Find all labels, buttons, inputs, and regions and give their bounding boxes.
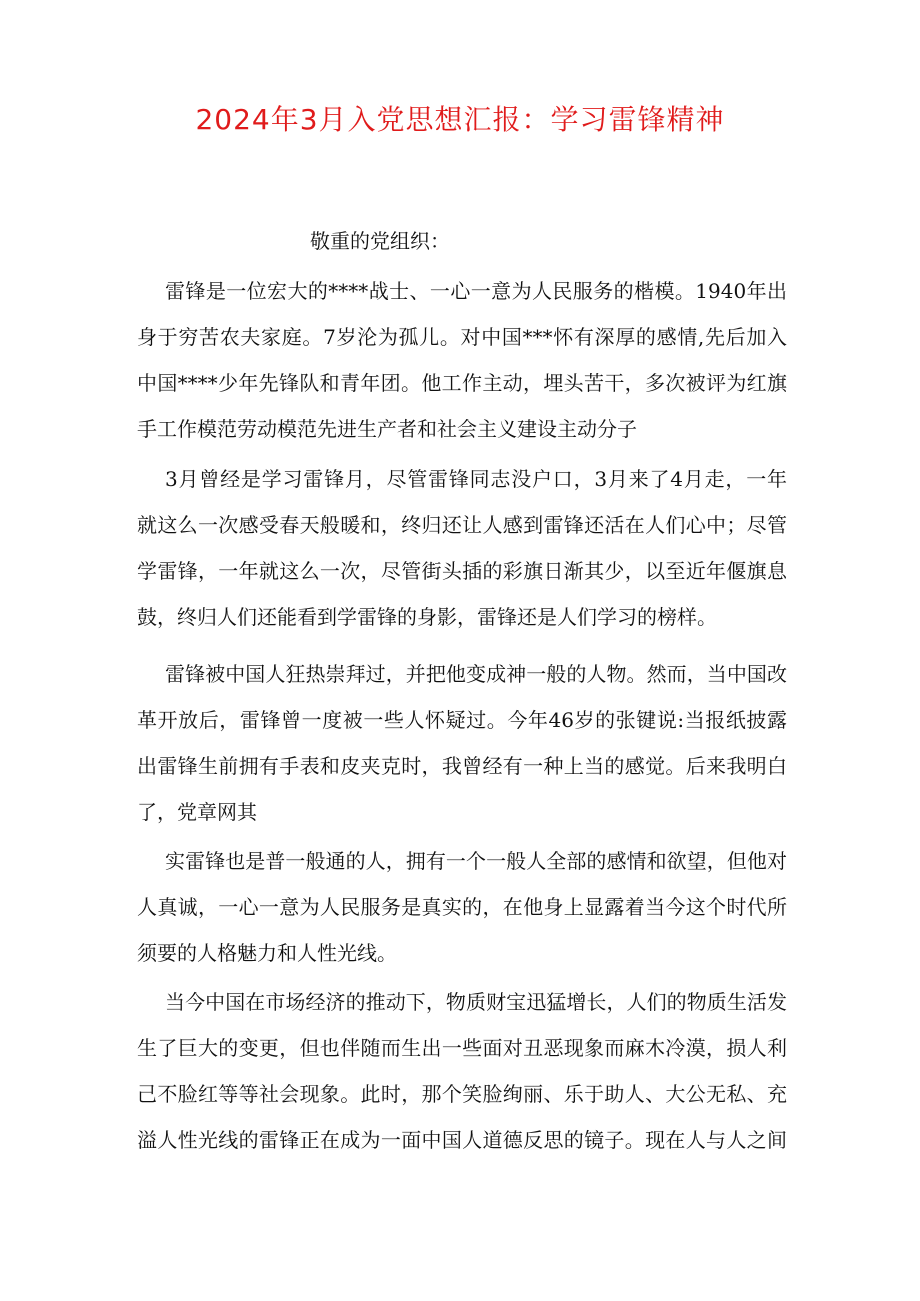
paragraph-line: 溢人性光线的雷锋正在成为一面中国人道德反思的镜子。现在人与人之间 [137, 1128, 787, 1152]
paragraph-line: 须要的人格魅力和人性光线。 [137, 941, 397, 965]
salutation: 敬重的党组织： [310, 229, 450, 253]
paragraph-line: 手工作模范劳动模范先进生产者和社会主义建设主动分子 [137, 417, 637, 441]
paragraph-line: 当今中国在市场经济的推动下，物质财宝迅猛增长，人们的物质生活发 [165, 990, 787, 1014]
paragraph-line: 雷锋被中国人狂热崇拜过，并把他变成神一般的人物。然而，当中国改 [165, 662, 787, 686]
paragraph-line: 就这么一次感受春天般暖和，终归还让人感到雷锋还活在人们心中；尽管 [137, 513, 787, 537]
paragraph-line: 出雷锋生前拥有手表和皮夹克时，我曾经有一种上当的感觉。后来我明白 [137, 754, 787, 778]
paragraph-line: 鼓，终归人们还能看到学雷锋的身影，雷锋还是人们学习的榜样。 [137, 605, 717, 629]
paragraph-2 [137, 456, 787, 640]
paragraph-1 [137, 268, 787, 452]
paragraph-line: 3月曾经是学习雷锋月，尽管雷锋同志没户口，3月来了4月走，一年 [165, 467, 787, 491]
document-title: 2024年3月入党思想汇报：学习雷锋精神 [195, 103, 725, 136]
paragraph-line: 学雷锋，一年就这么一次，尽管街头插的彩旗日渐其少，以至近年偃旗息 [137, 559, 787, 583]
paragraph-line: 身于穷苦农夫家庭。7岁沦为孤儿。对中国***怀有深厚的感情,先后加入 [137, 325, 787, 349]
paragraph-line: 实雷锋也是普一般通的人，拥有一个一般人全部的感情和欲望，但他对 [165, 849, 787, 873]
paragraph-line: 革开放后，雷锋曾一度被一些人怀疑过。今年46岁的张键说:当报纸披露 [137, 708, 787, 732]
paragraph-4 [137, 838, 787, 976]
paragraph-line: 了，党章网其 [137, 800, 257, 824]
paragraph-line: 生了巨大的变更，但也伴随而生出一些面对丑恶现象而麻木冷漠，损人利 [137, 1036, 787, 1060]
paragraph-line: 己不脸红等等社会现象。此时，那个笑脸绚丽、乐于助人、大公无私、充 [137, 1082, 787, 1106]
paragraph-3 [137, 651, 787, 835]
paragraph-line: 中国****少年先锋队和青年团。他工作主动，埋头苦干，多次被评为红旗 [137, 371, 787, 395]
paragraph-line: 人真诚，一心一意为人民服务是真实的，在他身上显露着当今这个时代所 [137, 895, 787, 919]
paragraph-line: 雷锋是一位宏大的****战士、一心一意为人民服务的楷模。1940年出 [165, 279, 787, 303]
paragraph-5 [137, 979, 787, 1163]
